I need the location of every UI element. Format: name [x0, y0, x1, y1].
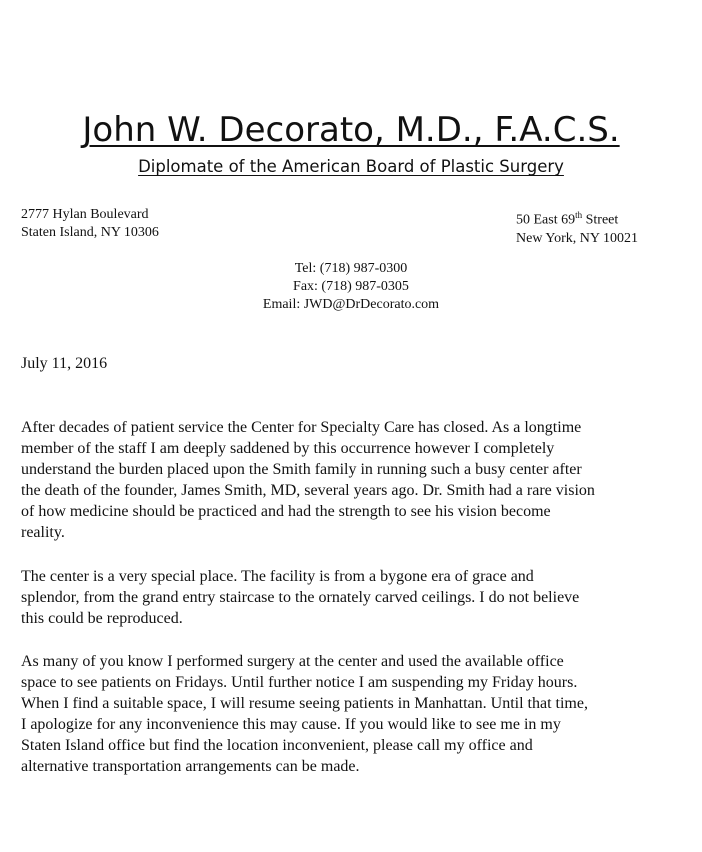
text-line: As many of you know I performed surgery at the center and used the available office — [21, 653, 564, 670]
doctor-name: John W. Decorato, M.D., F.A.C.S. — [82, 110, 620, 150]
letter-date: July 11, 2016 — [21, 355, 108, 372]
email-address: Email: JWD@DrDecorato.com — [262, 297, 440, 312]
text-line: When I find a suitable space, I will resume seeing patients in Manhattan. Until that time, — [21, 695, 588, 712]
text-line: splendor, from the grand entry staircase to the ornately carved ceilings. I do not believe — [21, 589, 580, 606]
contact-block — [0, 260, 702, 314]
address-new-york — [516, 206, 638, 248]
text-line: reality. — [21, 524, 65, 541]
address-staten-island — [21, 206, 159, 242]
fax-number: Fax: (718) 987-0305 — [293, 279, 409, 294]
text-line: the death of the founder, James Smith, MD, several years ago. Dr. Smith had a rare vision — [21, 482, 595, 499]
address-right-city: New York, NY 10021 — [516, 230, 638, 246]
address-right-street-name: Street — [582, 212, 619, 228]
text-line: understand the burden placed upon the Smith family in running such a busy center after — [21, 461, 582, 478]
paragraph-office-hours — [21, 651, 691, 777]
text-line: I apologize for any inconvenience this may cause. If you would like to see me in my — [21, 716, 561, 733]
address-right-ordinal: th — [575, 210, 583, 220]
text-line: member of the staff I am deeply saddened by this occurrence however I completely — [21, 440, 555, 457]
address-right-street-number: 50 East 69 — [516, 212, 576, 228]
board-certification: Diplomate of the American Board of Plastic Surgery — [138, 157, 564, 176]
phone-number: Tel: (718) 987-0300 — [294, 261, 408, 276]
paragraph-center-description — [21, 566, 691, 629]
text-line: space to see patients on Fridays. Until further notice I am suspending my Friday hours. — [21, 674, 578, 691]
address-left-city: Staten Island, NY 10306 — [21, 225, 159, 240]
text-line: The center is a very special place. The facility is from a bygone era of grace and — [21, 568, 534, 585]
text-line: Staten Island office but find the location inconvenient, please call my office and — [21, 737, 533, 754]
text-line: of how medicine should be practiced and had the strength to see his vision become — [21, 503, 551, 520]
letterhead-subtitle — [0, 156, 702, 178]
address-left-street: 2777 Hylan Boulevard — [21, 207, 149, 222]
address-right-street — [516, 206, 638, 230]
text-line: this could be reproduced. — [21, 610, 183, 627]
text-line: alternative transportation arrangements can be made. — [21, 758, 360, 775]
paragraph-closure — [21, 417, 691, 543]
letterhead-name — [0, 108, 702, 152]
text-line: After decades of patient service the Center for Specialty Care has closed. As a longtime — [21, 419, 582, 436]
